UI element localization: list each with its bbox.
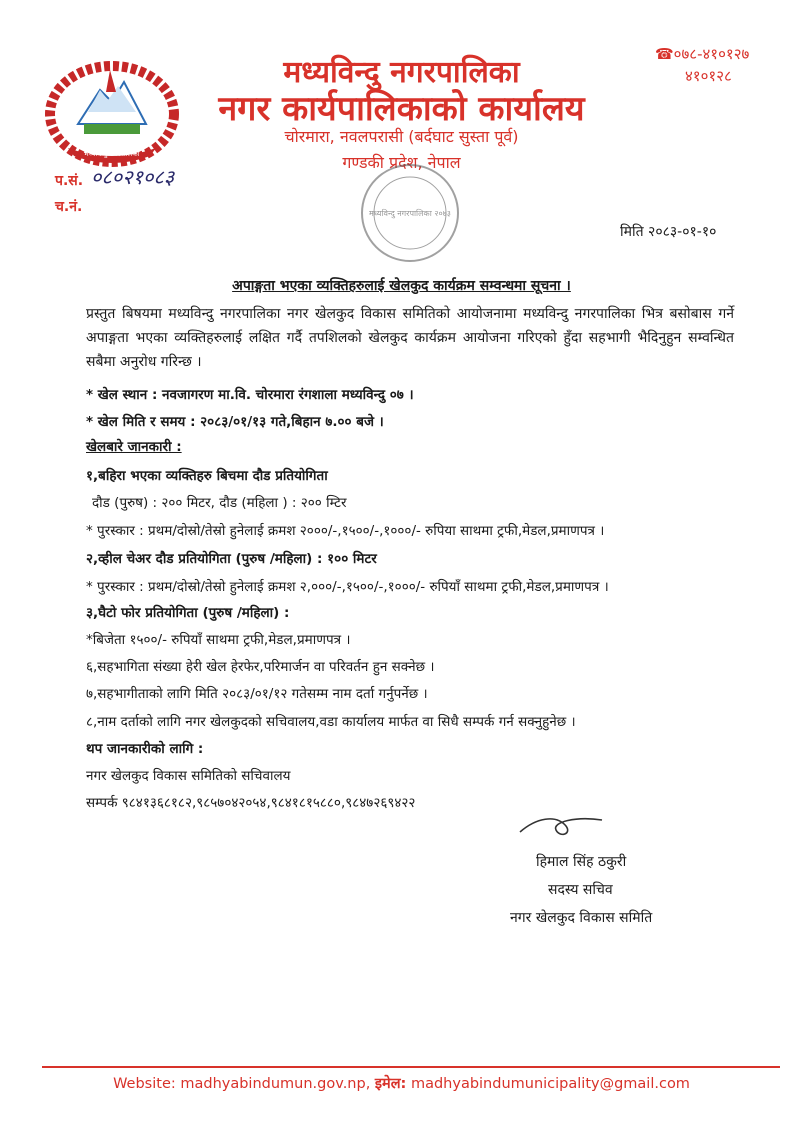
schedule-line: * खेल मिति र समय : २०८३/०१/१३ गते,बिहान ७.०० बजे ।	[86, 414, 384, 430]
signatory-body: नगर खेलकुद विकास समिति	[510, 910, 653, 926]
office-name: नगर कार्यपालिकाको कार्यालय	[218, 89, 585, 129]
event1-title: १,बहिरा भएका व्यक्तिहरु बिचमा दौड प्रतियोगिता	[86, 468, 328, 484]
email-link[interactable]: madhyabindumunicipality@gmail.com	[410, 1076, 690, 1092]
website-link[interactable]: madhyabindumun.gov.np	[180, 1076, 366, 1092]
municipality-name: मध्यविन्दु नगरपालिका	[283, 55, 520, 90]
note-6: ६,सहभागिता संख्या हेरी खेल हेरफेर,परिमार्जन वा परिवर्तन हुन सक्नेछ ।	[86, 659, 435, 675]
phone-number-1: ☎०७८-४१०१२७	[655, 45, 750, 63]
event1-detail: दौड (पुरुष) : २०० मिटर, दौड (महिला ) : २०० म्टिर	[92, 495, 347, 511]
contact-heading: थप जानकारीको लागि :	[86, 741, 204, 757]
contact-office: नगर खेलकुद विकास समितिको सचिवालय	[86, 768, 291, 784]
intro-paragraph: प्रस्तुत बिषयमा मध्यविन्दु नगरपालिका नगर खेलकुद विकास समितिको आयोजनामा मध्यविन्दु नगरपालिका भित्र बसोबास गर्ने अपाङ्गता भएका व्यक्तिहरुलाई लक्षित गर्दै तपशिलको खेलकुद कार्यक्रम आयोजना गरिएको हुँदा सहभागी भैदिनुहुन सम्वन्धित सबैमा अनुरोध गरिन्छ ।	[86, 306, 734, 370]
phone-number-2: ४१०१२८	[685, 67, 732, 85]
ps-value: ०८०२१०८३	[91, 165, 175, 189]
info-heading: खेलबारे जानकारी :	[86, 439, 182, 455]
subject-line: अपाङ्गता भएका व्यक्तिहरुलाई खेलकुद कार्यक्रम सम्वन्धमा सूचना ।	[232, 278, 571, 294]
contact-numbers: सम्पर्क ९८४१३६८१८२,९८५७०४२०५४,९८४१८१५८८०,९८४७२६९४२२	[86, 795, 416, 811]
office-address: चोरमारा, नवलपरासी (बर्दघाट सुस्ता पूर्व)	[284, 127, 519, 146]
venue-line: * खेल स्थान : नवजागरण मा.वि. चोरमारा रंगशाला मध्यविन्दु ०७ ।	[86, 387, 414, 403]
signatory-title: सदस्य सचिव	[548, 882, 613, 898]
email-label: इमेल:	[374, 1076, 407, 1092]
cn-label: च.नं.	[55, 199, 83, 215]
signatory-name: हिमाल सिंह ठकुरी	[536, 854, 627, 870]
office-stamp	[340, 158, 480, 268]
svg-text:मध्यविन्दु नगरपालिका २०७३: मध्यविन्दु नगरपालिका २०७३	[369, 209, 451, 218]
province: गण्डकी प्रदेश, नेपाल	[342, 153, 461, 172]
event2-prize: * पुरस्कार : प्रथम/दोस्रो/तेस्रो हुनेलाई क्रमश २,०००/-,१५००/-,१०००/- रुपियाँ साथमा ट्रफी,मेडल,प्रमाणपत्र ।	[86, 579, 609, 595]
signature	[516, 808, 606, 844]
note-8: ८,नाम दर्ताको लागि नगर खेलकुदको सचिवालय,वडा कार्यालय मार्फत वा सिधै सम्पर्क गर्न सक्नुहुनेछ ।	[86, 714, 576, 730]
footer-divider	[42, 1066, 780, 1068]
event1-prize: * पुरस्कार : प्रथम/दोस्रो/तेस्रो हुनेलाई क्रमश २०००/-,१५००/-,१०००/- रुपिया साथमा ट्रफी,मेडल,प्रमाणपत्र ।	[86, 523, 605, 539]
note-7: ७,सहभागीताको लागि मिति २०८३/०१/१२ गतेसम्म नाम दर्ता गर्नुपर्नेछ ।	[86, 686, 428, 702]
event2-title: २,व्हील चेअर दौड प्रतियोगिता (पुरुष /महिला) : १०० मिटर	[86, 551, 377, 567]
svg-text:मध्यविन्दु नगरपालिका: मध्यविन्दु नगरपालिका	[84, 150, 140, 158]
website-label: Website:	[113, 1076, 176, 1092]
event3-prize: *बिजेता १५००/- रुपियाँ साथमा ट्रफी,मेडल,प्रमाणपत्र ।	[86, 632, 351, 648]
ps-label: प.सं.	[55, 173, 84, 189]
footer: Website: madhyabindumun.gov.np, इमेल: madhyabindumunicipality@gmail.com	[113, 1076, 690, 1092]
event3-title: ३,घैटो फोर प्रतियोगिता (पुरुष /महिला) :	[86, 605, 290, 621]
letter-date: मिति २०८३-०१-१०	[620, 224, 717, 240]
